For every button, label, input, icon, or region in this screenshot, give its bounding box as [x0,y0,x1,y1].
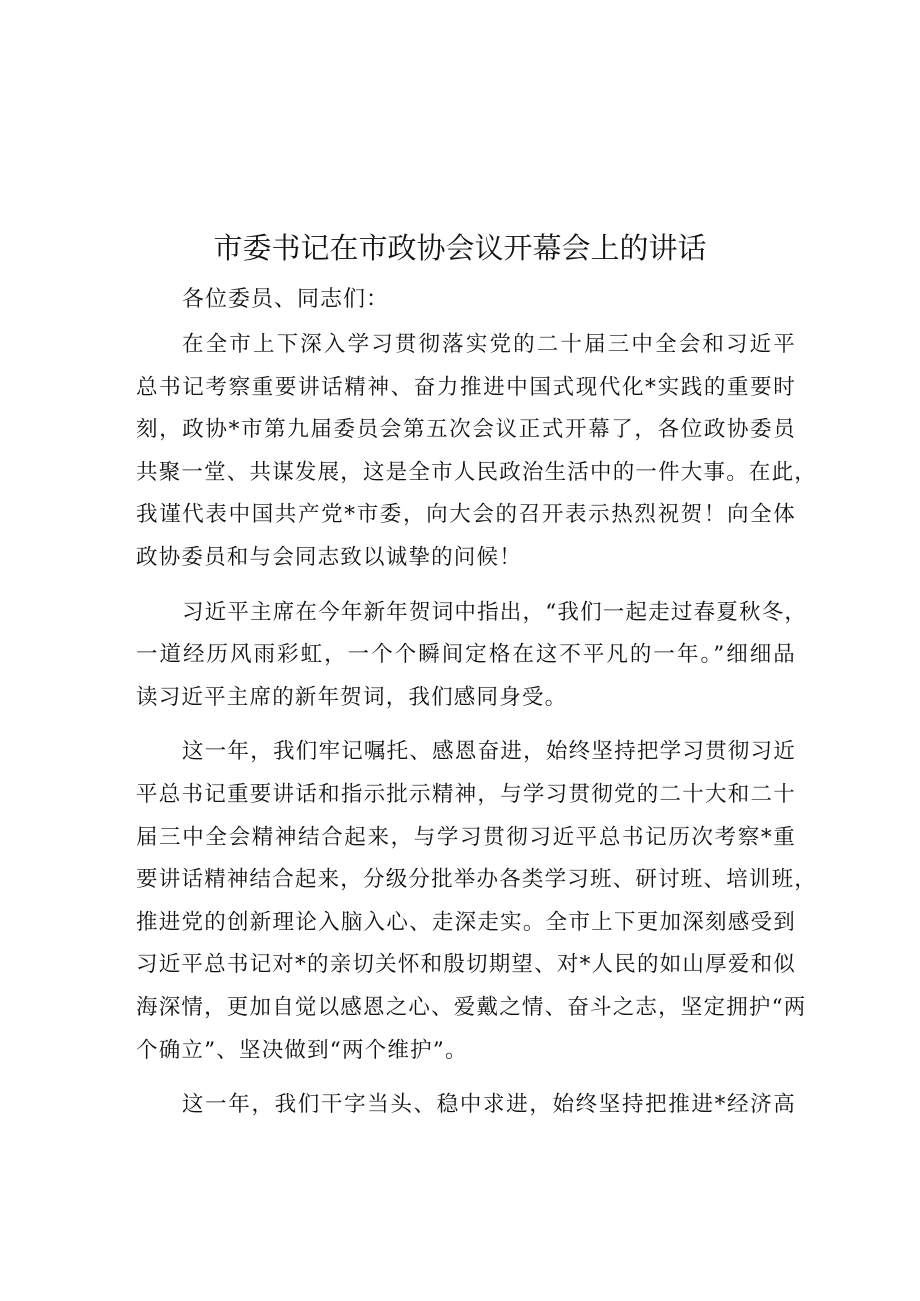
document-body [136,276,818,1139]
paragraph-line: 届三中全会精神结合起来，与学习贯彻习近平总书记历次考察*重 [136,824,796,850]
paragraph-line: 这一年，我们牢记嘱托、感恩奋进，始终坚持把学习贯彻习近 [182,739,796,765]
document-title: 市委书记在市政协会议开幕会上的讲话 [213,231,707,265]
paragraph-line: 在全市上下深入学习贯彻落实党的二十届三中全会和习近平 [182,332,796,357]
paragraph-line: 一道经历风雨彩虹，一个个瞬间定格在这不平凡的一年。”细细品 [136,642,796,668]
paragraph-line: 个确立”、坚决做到“两个维护”。 [136,1037,468,1063]
paragraph-line: 海深情，更加自觉以感恩之心、爱戴之情、奋斗之志，坚定拥护“两 [136,994,807,1020]
paragraph-line: 推进党的创新理论入脑入心、走深走实。全市上下更加深刻感受到 [136,909,796,935]
paragraph-line: 要讲话精神结合起来，分级分批举办各类学习班、研讨班、培训班， [136,867,818,893]
paragraph-line: 共聚一堂、共谋发展，这是全市人民政治生活中的一件大事。在此， [136,459,818,485]
paragraph-line: 读习近平主席的新年贺词，我们感同身受。 [136,684,568,710]
paragraph-line: 习近平总书记对*的亲切关怀和殷切期望、对*人民的如山厚爱和似 [136,952,796,978]
paragraph-line: 总书记考察重要讲话精神、奋力推进中国式现代化*实践的重要时 [136,374,796,400]
paragraph-line: 我谨代表中国共产党*市委，向大会的召开表示热烈祝贺！向全体 [136,502,796,528]
paragraph-line: 政协委员和与会同志致以诚挚的问候！ [136,544,522,570]
paragraph-line: 平总书记重要讲话和指示批示精神，与学习贯彻党的二十大和二十 [136,781,796,807]
paragraph-2 [136,592,808,720]
paragraph-line: 这一年，我们干字当头、稳中求进，始终坚持把推进*经济高 [182,1092,796,1118]
paragraph-line: 刻，政协*市第九届委员会第五次会议正式开幕了，各位政协委员 [136,417,796,443]
paragraph-3 [136,731,818,1072]
paragraph-4 [136,1084,796,1127]
salutation: 各位委员、同志们： [182,287,390,312]
paragraph-line: 习近平主席在今年新年贺词中指出，“我们一起走过春夏秋冬， [182,599,808,625]
paragraph-1 [136,324,818,580]
